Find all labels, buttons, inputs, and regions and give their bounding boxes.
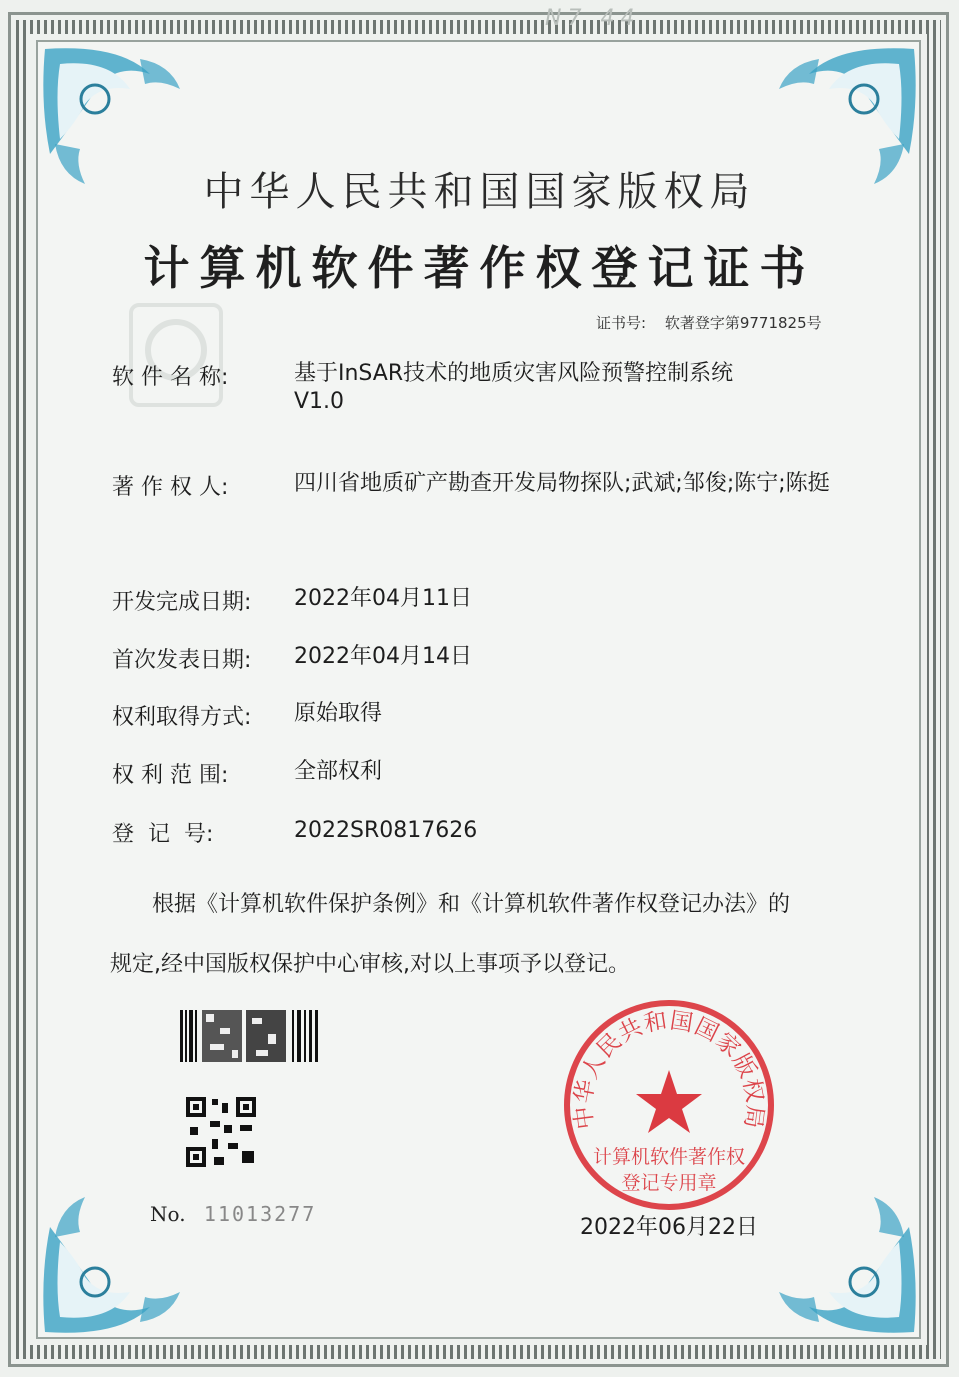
field-value: 四川省地质矿产勘查开发局物探队;武斌;邹俊;陈宁;陈挺 <box>294 471 830 496</box>
field-label: 登 记 号: <box>112 822 214 847</box>
field-label: 权利取得方式: <box>112 705 252 730</box>
field-label: 著 作 权 人: <box>112 475 229 500</box>
certificate-number-value: 软著登字第9771825号 <box>664 314 822 332</box>
seal-star-icon <box>636 1070 702 1133</box>
field-value: 原始取得 <box>294 701 383 726</box>
corner-ornament-icon <box>769 1187 919 1337</box>
seal-outer-text: 中华人民共和国国家版权局 <box>570 1007 768 1131</box>
barcode-icon <box>180 1010 320 1062</box>
certificate-number <box>596 312 836 333</box>
statement-line-1: 根据《计算机软件保护条例》和《计算机软件著作权登记办法》的 <box>152 892 791 917</box>
issue-date: 2022年06月22日 <box>580 1215 758 1240</box>
watermark-emblem-icon <box>126 300 226 410</box>
seal-inner-line-1: 计算机软件著作权 <box>592 1146 746 1168</box>
field-label: 开发完成日期: <box>112 590 252 615</box>
official-seal <box>562 998 776 1212</box>
field-label: 首次发表日期: <box>112 648 252 673</box>
qr-code-icon <box>184 1095 258 1169</box>
field-value: 2022SR0817626 <box>294 818 478 843</box>
handwritten-mark: N7 44 <box>545 6 641 31</box>
serial-value: 11013277 <box>203 1202 317 1226</box>
seal-inner-line-2: 登记专用章 <box>621 1172 717 1194</box>
field-value: 2022年04月14日 <box>294 644 472 669</box>
field-label: 权 利 范 围: <box>112 763 229 788</box>
certificate-number-label: 证书号: <box>596 314 647 332</box>
statement-line-2: 规定,经中国版权保护中心审核,对以上事项予以登记。 <box>110 952 630 977</box>
field-value: 基于InSAR技术的地质灾害风险预警控制系统V1.0 <box>294 361 734 414</box>
certificate-title: 计算机软件著作权登记证书 <box>143 241 816 295</box>
issuer-title: 中华人民共和国国家版权局 <box>203 169 756 215</box>
serial-number <box>150 1202 316 1226</box>
field-value: 2022年04月11日 <box>294 586 472 611</box>
serial-label: No. <box>150 1202 186 1226</box>
field-label: 软 件 名 称: <box>112 365 229 390</box>
field-value: 全部权利 <box>294 759 383 784</box>
